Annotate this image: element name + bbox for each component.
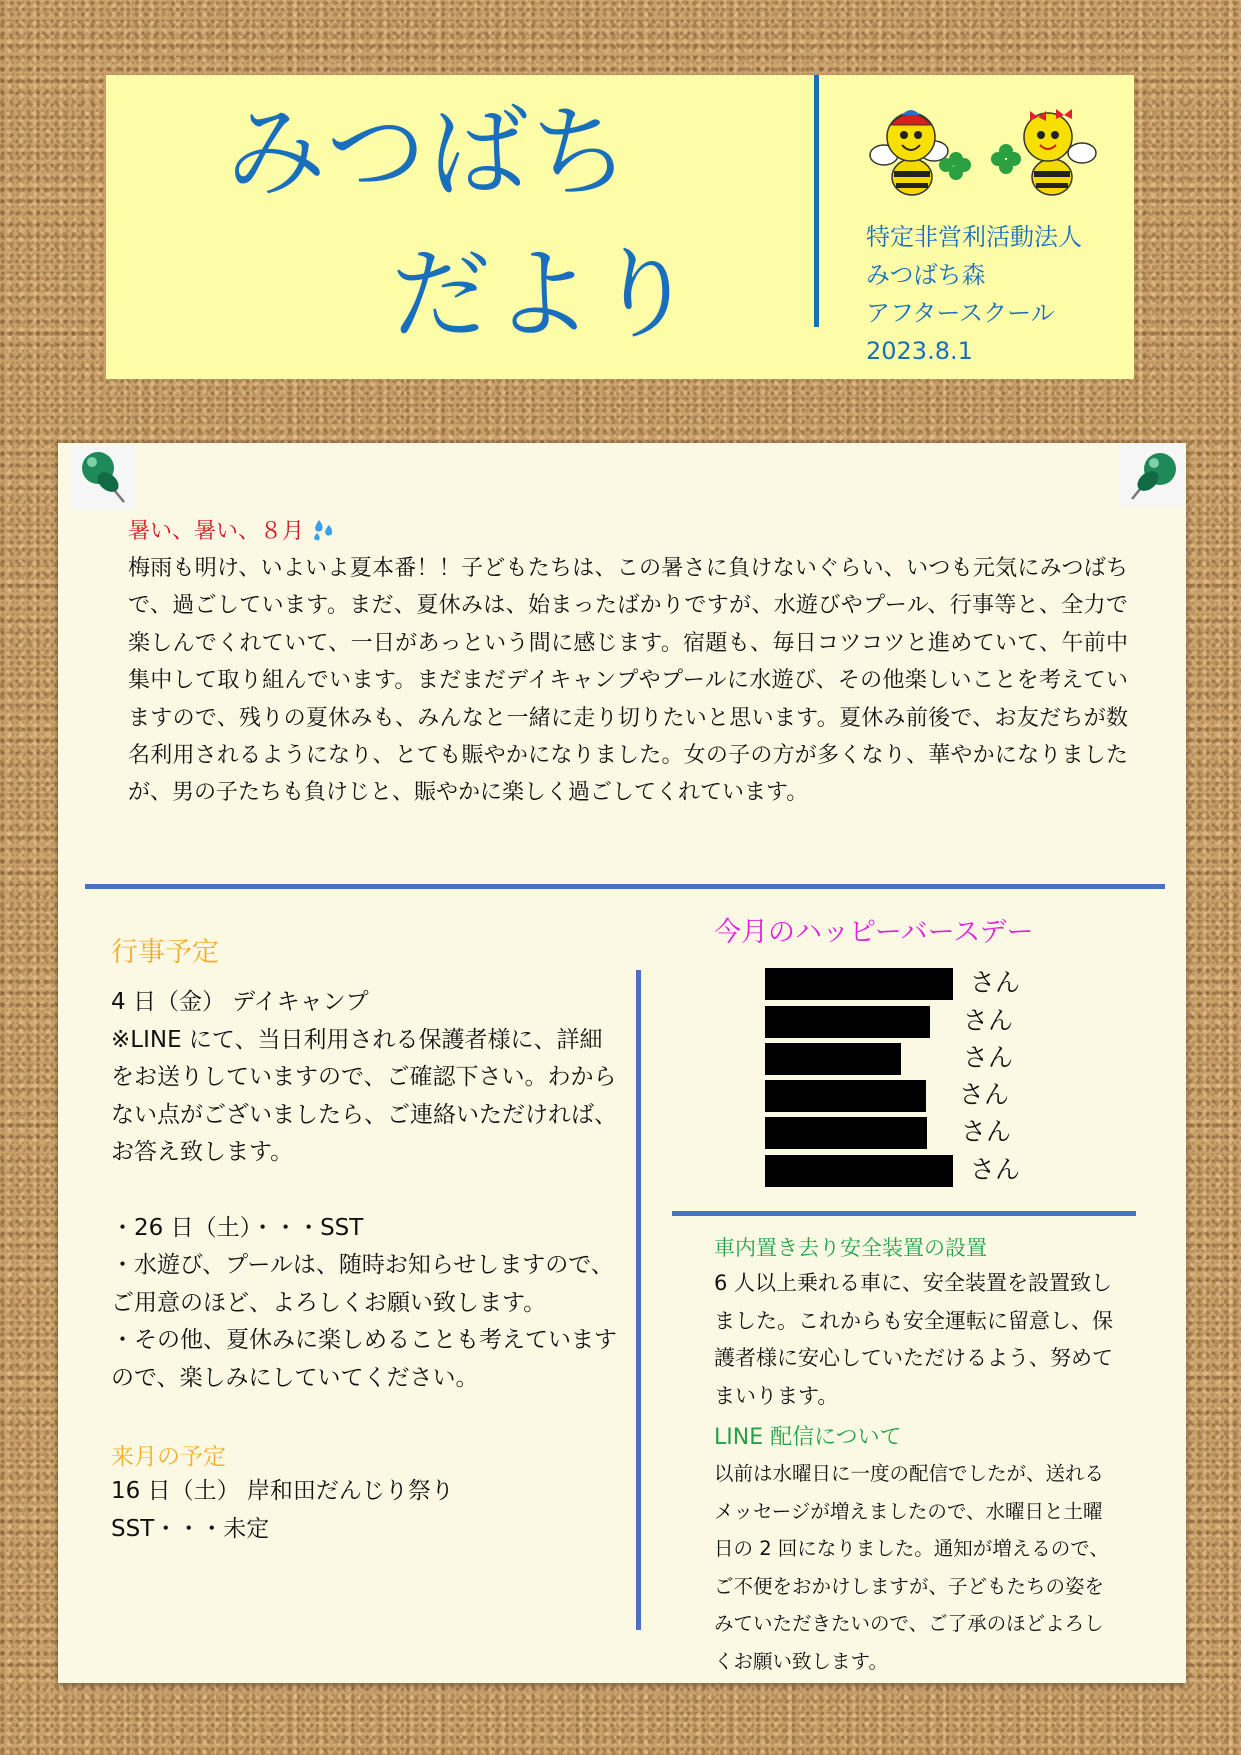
header-divider — [814, 75, 819, 327]
pushpin-icon — [72, 446, 136, 510]
next-month-heading: 来月の予定 — [111, 1444, 226, 1470]
birthday-entry — [765, 1155, 1025, 1187]
org-type: 特定非営利活動法人 — [866, 223, 1082, 251]
pushpin-icon — [1120, 443, 1184, 507]
birthday-entry — [765, 1117, 1025, 1149]
event-spacer — [111, 1172, 621, 1210]
event-item: ・26 日（土）・・・SST — [111, 1214, 364, 1241]
honorific: さん — [970, 1155, 1021, 1184]
redacted-name — [765, 1155, 953, 1187]
girl-bee-icon — [991, 109, 1096, 195]
intro-heading — [128, 514, 337, 545]
birthday-entry — [765, 968, 1025, 1000]
intro-heading-text: 暑い、暑い、８月 — [128, 519, 305, 544]
right-column-divider — [672, 1211, 1136, 1216]
events-list — [111, 984, 621, 1398]
intro-body: 梅雨も明け、いよいよ夏本番！！子どもたちは、この暑さに負けないぐらい、いつも元気にみつばちで、過ごしています。まだ、夏休みは、始まったばかりですが、水遊びやプール、行事等と、全力で楽しんでくれていて、一日があっという間に感じます。宿題も、毎日コツコツと進めていて、午前中集中して取り組んでいます。まだまだデイキャンプやプールに水遊び、その他楽しいことを考えていますので、残りの夏休みも、みんなと一緒に走り切りたいと思います。夏休み前後で、お友だちが数名利用されるようになり、とても賑やかになりました。女の子の方が多くなり、華やかになりましたが、男の子たちも負けじと、賑やかに楽しく過ごしてくれています。 — [128, 556, 1128, 806]
newsletter-header — [106, 75, 1134, 379]
birthday-entry — [765, 1043, 1025, 1075]
redacted-name — [765, 1080, 926, 1112]
safety-body: 6 人以上乗れる車に、安全装置を設置致しました。これからも安全運転に留意し、保護者様に安心していただけるよう、努めてまいります。 — [714, 1271, 1113, 1408]
honorific: さん — [963, 1043, 1014, 1072]
redacted-name — [765, 1006, 930, 1038]
org-program: アフタースクール — [866, 299, 1055, 327]
bee-mascots-icon — [866, 99, 1106, 199]
next-month-item: 16 日（土） 岸和田だんじり祭り — [111, 1478, 454, 1504]
safety-heading: 車内置き去り安全装置の設置 — [714, 1236, 987, 1260]
redacted-name — [765, 1117, 927, 1149]
events-heading: 行事予定 — [111, 937, 219, 968]
newsletter-title-line1: みつばち — [226, 94, 632, 211]
boy-bee-icon — [870, 110, 971, 195]
next-month-list — [111, 1473, 621, 1548]
org-name: みつばち森 — [866, 261, 986, 289]
line-notice-heading: LINE 配信について — [714, 1425, 902, 1450]
org-info — [866, 218, 1082, 370]
event-item: ・水遊び、プールは、随時お知らせしますので、ご用意のほど、よろしくお願い致します。 — [111, 1252, 614, 1316]
redacted-name — [765, 1043, 901, 1075]
honorific: さん — [959, 1080, 1010, 1109]
sweat-drops-icon — [311, 517, 337, 541]
newsletter-title-line2: だより — [391, 236, 697, 353]
issue-date: 2023.8.1 — [866, 337, 973, 365]
event-item: 4 日（金） デイキャンプ — [111, 989, 369, 1015]
birthday-heading: 今月のハッピーバースデー — [714, 917, 1034, 948]
honorific: さん — [961, 1117, 1012, 1146]
event-note: ※LINE にて、当日利用される保護者様に、詳細をお送りしていますので、ご確認下さい。わからない点がございましたら、ご連絡いただければ、お答え致します。 — [111, 1026, 617, 1166]
birthday-entry — [765, 1080, 1025, 1112]
line-notice-body: 以前は水曜日に一度の配信でしたが、送れるメッセージが増えましたので、水曜日と土曜日の 2 回になりました。通知が増えるので、ご不便をおかけしますが、子どもたちの姿をみていただきたいので、ご了承のほどよろしくお願い致します。 — [714, 1462, 1109, 1673]
next-month-item: SST・・・未定 — [111, 1515, 270, 1542]
birthday-entry — [765, 1006, 1025, 1038]
column-divider — [636, 970, 641, 1630]
event-item: ・その他、夏休みに楽しめることも考えていますので、楽しみにしていてください。 — [111, 1327, 617, 1391]
section-divider — [85, 884, 1165, 889]
honorific: さん — [963, 1006, 1014, 1035]
honorific: さん — [970, 968, 1021, 997]
redacted-name — [765, 968, 953, 1000]
